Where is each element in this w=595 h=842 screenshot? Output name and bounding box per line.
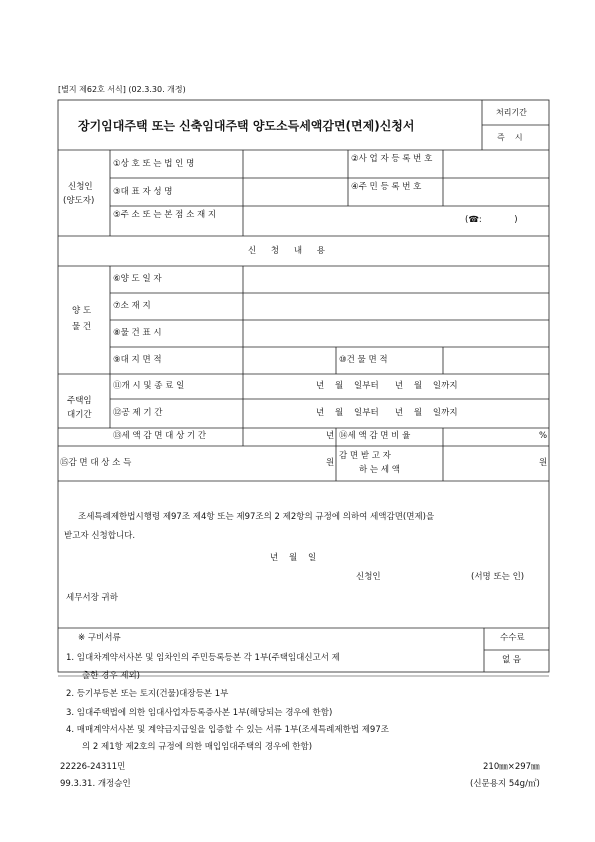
footer-paper-type: (신문용지 54g/㎡) bbox=[470, 779, 540, 789]
footer-paper-size: 210㎜×297㎜ bbox=[483, 762, 540, 772]
property-section-label: 양 도 bbox=[72, 306, 92, 316]
document-item-4-cont: 의 2 제1항 제2호의 규정에 의한 매입임대주택의 경우에 한함) bbox=[82, 742, 313, 752]
applicant-section-sublabel: (양도자) bbox=[63, 196, 95, 206]
field-1-company-name: ①상 호 또 는 법 인 명 bbox=[113, 159, 195, 169]
document-item-3: 3. 임대주택법에 의한 임대사업자등록증사본 1부(해당되는 경우에 한함) bbox=[66, 708, 333, 718]
declaration-date: 년 월 일 bbox=[270, 553, 317, 563]
field-12-deduction-period: ⑫공 제 기 간 bbox=[113, 408, 163, 418]
request-heading: 신 청 내 용 bbox=[248, 246, 331, 256]
field-7-location: ⑦소 재 지 bbox=[113, 301, 151, 311]
form-number: [별지 제62호 서식] (02.3.30. 개정) bbox=[58, 85, 186, 94]
field-3-representative: ③대 표 자 성 명 bbox=[113, 187, 173, 197]
field-14-reduction-rate: ⑭세 액 감 면 비 율 bbox=[339, 431, 411, 441]
field-4-resident-number: ④주 민 등 록 번 호 bbox=[351, 182, 422, 192]
phone-field: (☎: ) bbox=[465, 215, 518, 225]
field-9-land-area: ⑨대 지 면 적 bbox=[113, 355, 162, 365]
declaration-line-2: 받고자 신청합니다. bbox=[64, 531, 136, 541]
field-6-transfer-date: ⑥양 도 일 자 bbox=[113, 274, 162, 284]
applicant-signature-label: 신청인 bbox=[356, 572, 381, 582]
declaration-line-1: 조세특례제한법시행령 제97조 제4항 또는 제97조의 2 제2항의 규정에 의하여 세액감면(면제)을 bbox=[78, 512, 435, 522]
fee-label: 수수료 bbox=[500, 633, 525, 643]
tax-reduction-label: 감 면 받 고 자 bbox=[339, 451, 391, 461]
addressee: 세무서장 귀하 bbox=[66, 593, 118, 603]
unit-percent: % bbox=[539, 431, 548, 441]
unit-won: 원 bbox=[326, 458, 335, 468]
field-8-property-description: ⑧물 건 표 시 bbox=[113, 328, 162, 338]
rental-period-text: 년 월 일부터 년 월 일까지 bbox=[316, 381, 458, 391]
field-11-start-end-date: ⑪개 시 및 종 료 일 bbox=[113, 381, 185, 391]
deduction-period-text: 년 월 일부터 년 월 일까지 bbox=[316, 408, 458, 418]
documents-heading: ※ 구비서류 bbox=[78, 633, 121, 643]
unit-won-2: 원 bbox=[539, 458, 548, 468]
document-item-1: 1. 임대차계약서사본 및 임차인의 주민등록등본 각 1부(주택임대신고서 제 bbox=[66, 653, 340, 663]
processing-period-label: 처리기간 bbox=[496, 108, 527, 117]
footer-code: 22226-24311민 bbox=[60, 762, 126, 772]
applicant-section-label: 신청인 bbox=[68, 182, 93, 192]
field-2-business-number: ②사 업 자 등 록 번 호 bbox=[351, 154, 433, 164]
field-10-building-area: ⑩건 물 면 적 bbox=[339, 355, 388, 365]
document-item-4: 4. 매매계약서사본 및 계약금지급일을 입증할 수 있는 서류 1부(조세특례제한법 제97조 bbox=[66, 725, 389, 735]
footer-approval: 99.3.31. 개정승인 bbox=[60, 779, 131, 789]
fee-value: 없 음 bbox=[502, 655, 522, 665]
signature-placeholder: (서명 또는 인) bbox=[471, 572, 525, 582]
tax-reduction-sublabel: 하 는 세 액 bbox=[359, 465, 400, 475]
field-13-reduction-period: ⑬세 액 감 면 대 상 기 간 bbox=[113, 431, 207, 441]
property-section-sublabel: 물 건 bbox=[72, 322, 92, 332]
field-5-address: ⑤주 소 또 는 본 점 소 재 지 bbox=[113, 210, 217, 220]
document-item-1-cont: 출한 경우 제외) bbox=[82, 671, 140, 681]
rental-section-sublabel: 대기간 bbox=[67, 410, 92, 420]
field-15-eligible-income: ⑮감 면 대 상 소 득 bbox=[60, 458, 132, 468]
processing-period-value: 즉 시 bbox=[497, 133, 523, 142]
form-title: 장기임대주택 또는 신축임대주택 양도소득세액감면(면제)신청서 bbox=[78, 119, 415, 133]
rental-section-label: 주택임 bbox=[67, 396, 92, 406]
unit-year: 년 bbox=[326, 431, 335, 441]
document-item-2: 2. 등기부등본 또는 토지(건물)대장등본 1부 bbox=[66, 689, 229, 699]
